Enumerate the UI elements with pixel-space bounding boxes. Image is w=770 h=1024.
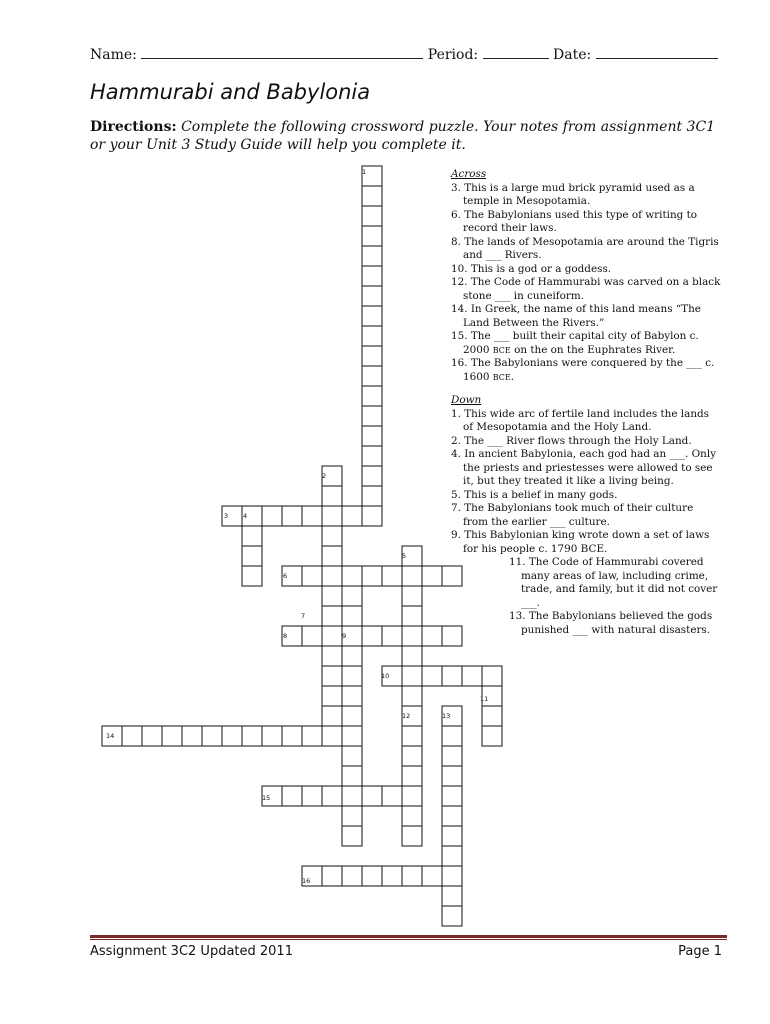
crossword-cell[interactable]	[302, 506, 322, 526]
crossword-cell[interactable]	[362, 346, 382, 366]
crossword-cell[interactable]	[242, 566, 262, 586]
footer-assignment: Assignment 3C2 Updated 2011	[90, 944, 293, 959]
crossword-cell[interactable]	[362, 426, 382, 446]
crossword-cell[interactable]	[342, 566, 362, 586]
crossword-cell[interactable]	[322, 786, 342, 806]
crossword-cell[interactable]	[402, 746, 422, 766]
crossword-cell[interactable]	[442, 806, 462, 826]
directions-text: Complete the following crossword puzzle. Your notes from assignment 3C1 or your Unit 3 Study Guide will help you complete it.	[90, 119, 716, 153]
crossword-cell[interactable]	[342, 606, 362, 626]
clue-across-8: 8. The lands of Mesopotamia are around the Tigris and ___ Rivers.	[451, 235, 719, 261]
crossword-cell[interactable]	[242, 546, 262, 566]
crossword-cell[interactable]	[322, 526, 342, 546]
crossword-cell[interactable]	[342, 726, 362, 746]
crossword-cell[interactable]	[282, 726, 302, 746]
crossword-cell[interactable]	[462, 666, 482, 686]
footer-rule	[90, 935, 727, 938]
crossword-cell[interactable]	[342, 826, 362, 846]
clue-number-12: 12	[402, 712, 411, 720]
clue-list	[451, 168, 721, 637]
crossword-cell[interactable]	[362, 366, 382, 386]
crossword-cell[interactable]	[362, 246, 382, 266]
crossword-cell[interactable]	[342, 786, 362, 806]
crossword-cell[interactable]	[242, 726, 262, 746]
clue-across-3: 3. This is a large mud brick pyramid used as a temple in Mesopotamia.	[451, 181, 695, 207]
date-label: Date:	[553, 47, 592, 63]
footer-rule-thin	[90, 939, 727, 940]
crossword-cell[interactable]	[362, 186, 382, 206]
crossword-cell[interactable]	[402, 826, 422, 846]
crossword-cell[interactable]	[362, 626, 382, 646]
crossword-cell[interactable]	[422, 566, 442, 586]
name-label: Name:	[90, 47, 137, 63]
crossword-cell[interactable]	[282, 506, 302, 526]
crossword-cell[interactable]	[302, 786, 322, 806]
era-mark: BCE	[492, 372, 511, 382]
crossword-cell[interactable]	[362, 206, 382, 226]
clue-down-13: 13. The Babylonians believed the gods punished ___ with natural disasters.	[509, 610, 713, 636]
crossword-cell[interactable]	[342, 666, 362, 686]
clue-down-2: 2. The ___ River flows through the Holy Land.	[451, 434, 692, 447]
crossword-cell[interactable]	[422, 866, 442, 886]
clue-number-7: 7	[301, 612, 306, 620]
crossword-cell[interactable]	[322, 646, 342, 666]
crossword-cell[interactable]	[362, 226, 382, 246]
period-label: Period:	[427, 47, 479, 63]
crossword-cell[interactable]	[322, 706, 342, 726]
clue-number-5: 5	[402, 552, 407, 560]
crossword-cell[interactable]	[342, 586, 362, 606]
crossword-cell[interactable]	[402, 686, 422, 706]
crossword-cell[interactable]	[382, 866, 402, 886]
clue-number-11: 11	[480, 695, 489, 703]
crossword-cell[interactable]	[222, 726, 242, 746]
crossword-cell[interactable]	[202, 726, 222, 746]
crossword-cell[interactable]	[142, 726, 162, 746]
clue-down-4: 4. In ancient Babylonia, each god had an ___. Only the priests and priestesses were allowed to see it, but they treated it like a living being.	[451, 448, 717, 487]
crossword-cell[interactable]	[342, 866, 362, 886]
crossword-cell[interactable]	[402, 606, 422, 626]
crossword-cell[interactable]	[402, 626, 422, 646]
crossword-cell[interactable]	[442, 666, 462, 686]
crossword-cell[interactable]	[402, 766, 422, 786]
crossword-cell[interactable]	[322, 686, 342, 706]
crossword-cell[interactable]	[402, 866, 422, 886]
clue-down-1: 1. This wide arc of fertile land includes the lands of Mesopotamia and the Holy Land.	[451, 407, 710, 433]
crossword-cell[interactable]	[242, 526, 262, 546]
clue-number-16: 16	[302, 877, 311, 885]
crossword-cell[interactable]	[362, 466, 382, 486]
clue-number-2: 2	[322, 472, 327, 480]
crossword-cell[interactable]	[362, 566, 382, 586]
footer-page-number: Page 1	[678, 944, 722, 959]
crossword-cell[interactable]	[282, 786, 302, 806]
crossword-cell[interactable]	[342, 766, 362, 786]
crossword-cell[interactable]	[322, 606, 342, 626]
crossword-cell[interactable]	[402, 666, 422, 686]
crossword-cell[interactable]	[322, 866, 342, 886]
clue-number-14: 14	[106, 732, 115, 740]
clue-across-6: 6. The Babylonians used this type of writing to record their laws.	[451, 208, 698, 234]
crossword-cell[interactable]	[362, 406, 382, 426]
era-mark: BCE	[492, 345, 511, 355]
clue-down-9: 9. This Babylonian king wrote down a set of laws for his people c. 1790 BCE.	[451, 529, 710, 555]
down-heading: Down	[451, 394, 482, 406]
crossword-cell[interactable]	[442, 826, 462, 846]
crossword-cell[interactable]	[442, 786, 462, 806]
crossword-cell[interactable]	[342, 746, 362, 766]
crossword-cell[interactable]	[442, 886, 462, 906]
crossword-cell[interactable]	[442, 726, 462, 746]
clue-across-14: 14. In Greek, the name of this land means “The Land Between the Rivers.”	[451, 303, 701, 329]
crossword-cell[interactable]	[362, 866, 382, 886]
crossword-cell[interactable]	[342, 686, 362, 706]
crossword-cell[interactable]	[362, 286, 382, 306]
clue-number-13: 13	[442, 712, 451, 720]
directions-label: Directions:	[90, 119, 177, 135]
crossword-cell[interactable]	[402, 786, 422, 806]
crossword-cell[interactable]	[262, 726, 282, 746]
crossword-cell[interactable]	[442, 906, 462, 926]
crossword-cell[interactable]	[382, 786, 402, 806]
crossword-cell[interactable]	[442, 746, 462, 766]
crossword-cell[interactable]	[482, 666, 502, 686]
crossword-cell[interactable]	[382, 566, 402, 586]
crossword-cell[interactable]	[402, 726, 422, 746]
crossword-cell[interactable]	[342, 806, 362, 826]
clue-across-15-end: on the on the Euphrates River.	[514, 343, 676, 356]
clue-number-8: 8	[283, 632, 288, 640]
crossword-cell[interactable]	[262, 506, 282, 526]
crossword-cell[interactable]	[322, 486, 342, 506]
page-title: Hammurabi and Babylonia	[90, 80, 371, 104]
clue-number-1: 1	[362, 168, 367, 176]
crossword-cell[interactable]	[342, 706, 362, 726]
crossword-cell[interactable]	[322, 546, 342, 566]
crossword-cell[interactable]	[362, 786, 382, 806]
crossword-cell[interactable]	[362, 266, 382, 286]
crossword-cell[interactable]	[362, 386, 382, 406]
crossword-cell[interactable]	[362, 446, 382, 466]
crossword-cell[interactable]	[362, 306, 382, 326]
crossword-cell[interactable]	[342, 646, 362, 666]
clue-across-16: 16. The Babylonians were conquered by the ___ c. 1600 BCE.	[451, 357, 715, 383]
crossword-cell[interactable]	[182, 726, 202, 746]
crossword-cell[interactable]	[482, 726, 502, 746]
crossword-cell[interactable]	[362, 486, 382, 506]
crossword-cell[interactable]	[322, 506, 342, 526]
crossword-cell[interactable]	[322, 566, 342, 586]
crossword-cell[interactable]	[402, 646, 422, 666]
clue-across-10: 10. This is a god or a goddess.	[451, 262, 612, 275]
crossword-cell[interactable]	[422, 666, 442, 686]
clue-number-6: 6	[283, 572, 288, 580]
crossword-cell[interactable]	[382, 626, 402, 646]
crossword-cell[interactable]	[122, 726, 142, 746]
crossword-cell[interactable]	[322, 626, 342, 646]
crossword-cell[interactable]	[322, 726, 342, 746]
crossword-cell[interactable]	[302, 726, 322, 746]
clue-number-10: 10	[381, 672, 390, 680]
clue-down-5: 5. This is a belief in many gods.	[451, 488, 618, 501]
crossword-cell[interactable]	[162, 726, 182, 746]
crossword-cell[interactable]	[322, 666, 342, 686]
crossword-cell[interactable]	[482, 706, 502, 726]
crossword-cell[interactable]	[442, 766, 462, 786]
crossword-cell[interactable]	[362, 326, 382, 346]
crossword-cell[interactable]	[342, 506, 362, 526]
crossword-cell[interactable]	[442, 846, 462, 866]
crossword-cell[interactable]	[402, 566, 422, 586]
crossword-cell[interactable]	[302, 566, 322, 586]
crossword-cell[interactable]	[442, 866, 462, 886]
crossword-cell[interactable]	[322, 586, 342, 606]
clue-across-15	[451, 330, 721, 357]
across-heading: Across	[451, 168, 487, 180]
clue-across-12: 12. The Code of Hammurabi was carved on a black stone ___ in cuneiform.	[451, 276, 721, 302]
clue-across-16-text: 16. The Babylonians were conquered by the ___ c. 1600	[451, 357, 715, 383]
crossword-cell[interactable]	[402, 806, 422, 826]
crossword-cell[interactable]	[422, 626, 442, 646]
crossword-cell[interactable]	[362, 506, 382, 526]
clue-number-4: 4	[243, 512, 248, 520]
clue-across-15-start: 15. The ___ built their capital city of Babylon c. 2000	[451, 330, 699, 356]
crossword-cells[interactable]	[102, 166, 502, 926]
crossword-cell[interactable]	[402, 586, 422, 606]
clue-number-15: 15	[262, 794, 271, 802]
clue-down-11: 11. The Code of Hammurabi covered many areas of law, including crime, trade, and family, but it did not cover ___.	[509, 556, 718, 609]
crossword-cell[interactable]	[302, 626, 322, 646]
clue-number-9: 9	[342, 632, 347, 640]
clue-down-7: 7. The Babylonians took much of their culture from the earlier ___ culture.	[451, 502, 694, 528]
clue-number-3: 3	[224, 512, 229, 520]
